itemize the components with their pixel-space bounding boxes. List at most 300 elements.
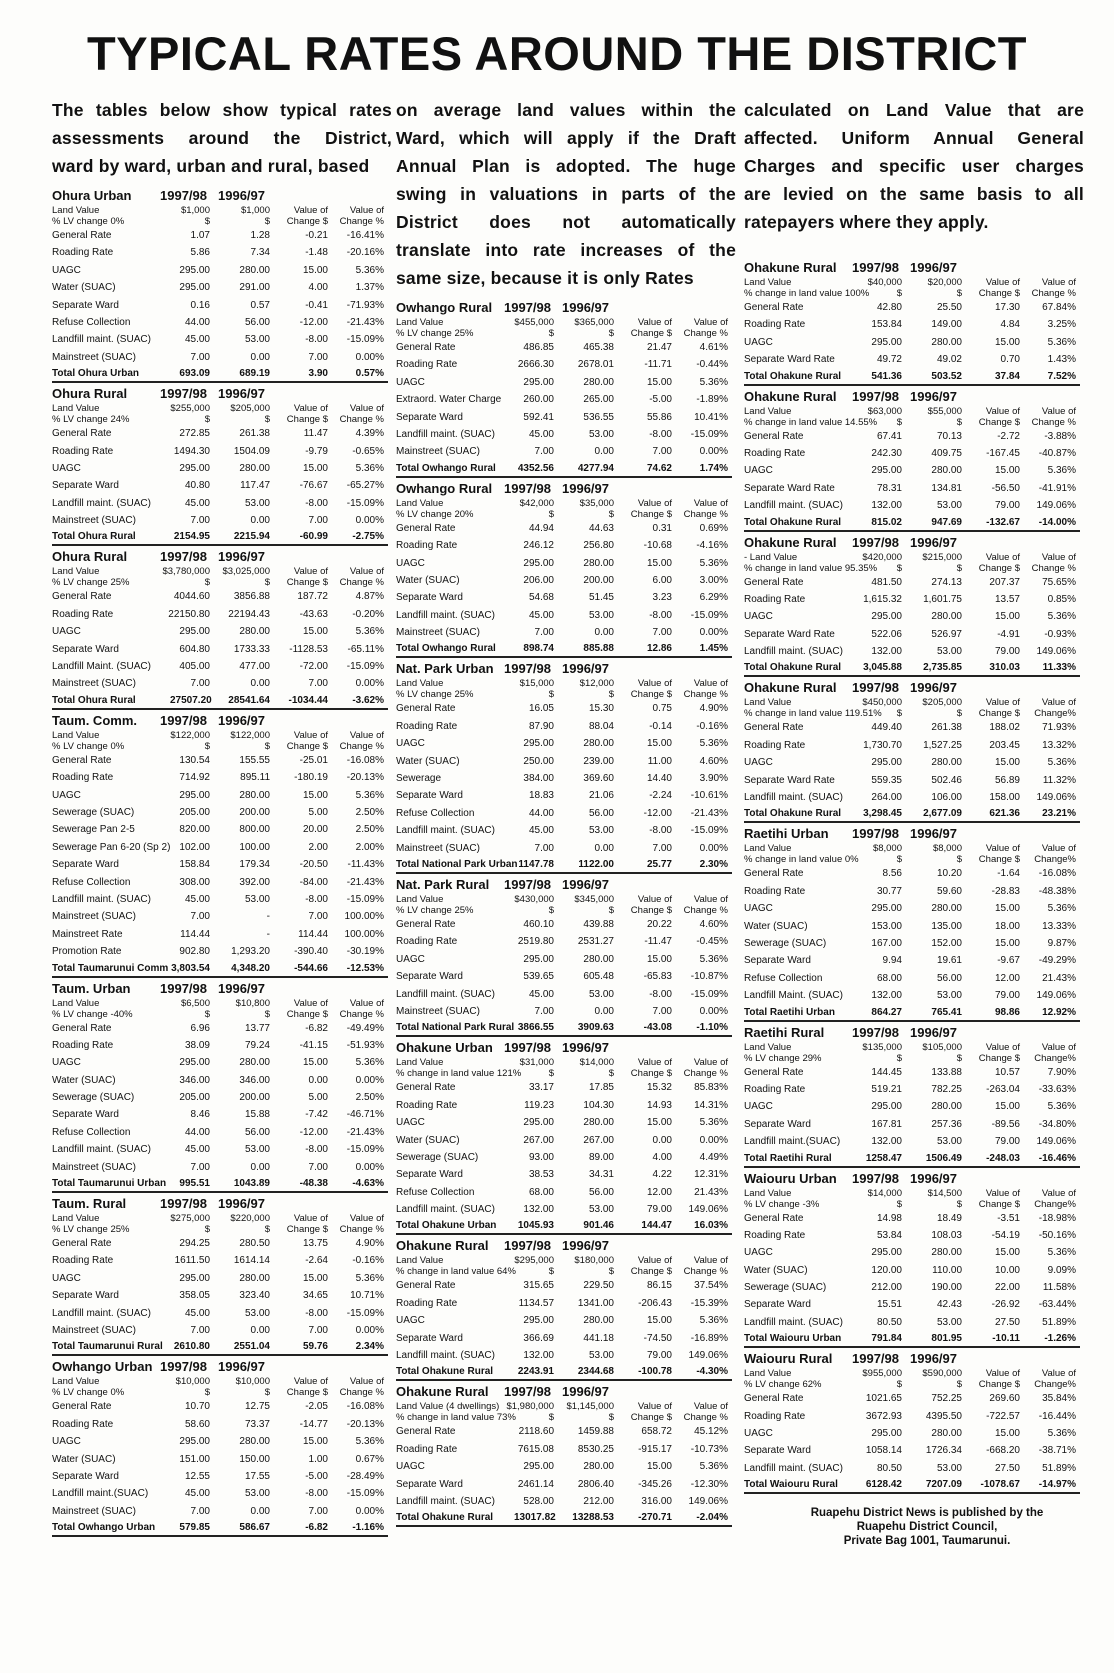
intro-text-line: calculated on Land Value that are (744, 100, 1084, 120)
item-label: Total Ohakune Rural (744, 516, 842, 528)
ward-name: Ohura Urban (52, 188, 132, 203)
value-1996-97: 261.38 (239, 428, 270, 440)
rate-row (52, 874, 388, 891)
value-1997-98: $ (896, 416, 902, 428)
rate-row (52, 477, 388, 494)
value-1997-98: 1021.65 (865, 1393, 902, 1405)
value-1997-98: $1,000 (180, 205, 210, 216)
change-dollars: Change $ (630, 328, 672, 339)
item-label: Roading Rate (52, 247, 114, 259)
change-percent: -46.71% (346, 1109, 384, 1121)
value-1997-98: $955,000 (862, 1368, 902, 1380)
change-dollars: Change $ (978, 416, 1020, 428)
value-1996-97: 901.46 (583, 1220, 614, 1232)
change-percent: 16.03% (694, 1220, 728, 1232)
value-1997-98: 130.54 (179, 754, 210, 766)
value-1997-98: $ (204, 414, 210, 426)
change-dollars: -1.48 (305, 247, 328, 259)
change-dollars: 15.00 (302, 626, 328, 638)
item-label: Refuse Collection (396, 1186, 475, 1198)
change-percent: -30.19% (346, 946, 384, 958)
value-1997-98: 902.80 (179, 946, 210, 958)
value-1996-97: 477.00 (239, 661, 270, 673)
rate-row (396, 1295, 732, 1312)
year-1997-98: 1997/98 (852, 680, 899, 696)
change-dollars: Value of (985, 1187, 1020, 1199)
rates-table (396, 300, 736, 478)
value-1996-97: 59.60 (936, 885, 962, 897)
rate-row (52, 1054, 388, 1071)
value-1997-98: 16.05 (528, 703, 554, 715)
change-percent: Value of (693, 1057, 728, 1069)
item-label: Separate Ward (744, 955, 811, 967)
change-dollars: 658.72 (641, 1426, 672, 1438)
value-1996-97: 465.38 (583, 342, 614, 353)
value-1996-97: 392.00 (239, 876, 270, 888)
value-1996-97: $ (264, 414, 270, 426)
value-1997-98: 295.00 (179, 789, 210, 801)
change-percent: -0.20% (352, 608, 384, 620)
value-1996-97: 53.00 (936, 646, 962, 658)
rate-row (744, 1408, 1080, 1425)
year-1996-97: 1996/97 (562, 661, 609, 677)
item-label: General Rate (396, 918, 456, 930)
change-percent: 149.06% (1036, 990, 1076, 1002)
change-percent: 5.36% (1047, 757, 1076, 769)
value-1997-98: $ (548, 1266, 554, 1278)
lv-change-row (744, 708, 1080, 719)
change-dollars: -1128.53 (289, 643, 328, 655)
change-dollars: Change $ (978, 562, 1020, 574)
change-percent: Value of (1041, 843, 1076, 855)
change-dollars: -60.99 (299, 531, 328, 543)
item-label: Total Taumarunui Urban (52, 1178, 167, 1190)
item-label: % LV change 0% (52, 216, 125, 227)
value-1997-98: 14.98 (876, 1212, 902, 1224)
value-1997-98: 102.00 (179, 841, 210, 853)
intro-text-line: The tables below show typical rates (52, 100, 392, 120)
value-1996-97: 885.88 (583, 643, 614, 655)
total-row (744, 369, 1080, 386)
value-1996-97: 106.00 (931, 792, 962, 804)
change-dollars: 55.86 (646, 411, 672, 423)
change-percent: Change% (1034, 708, 1076, 720)
item-label: Land Value (744, 697, 792, 709)
rates-table (52, 713, 392, 978)
item-label: Landfill Maint. (SUAC) (744, 990, 843, 1002)
value-1997-98: $ (548, 904, 554, 916)
table-header (744, 535, 1080, 552)
value-1997-98: 7.00 (190, 678, 210, 690)
rate-row (52, 1322, 388, 1339)
land-value-row (744, 843, 1080, 854)
total-row (52, 366, 388, 383)
intro-text-line: Charges and specific user charges (744, 156, 1084, 176)
value-1997-98: 15.51 (876, 1299, 902, 1311)
land-value-row (52, 1376, 388, 1387)
change-percent: -1.16% (352, 1522, 384, 1534)
value-1996-97: 149.00 (931, 319, 962, 331)
rate-row (744, 1098, 1080, 1115)
item-label: Separate Ward (52, 1109, 119, 1121)
value-1996-97: 280.00 (931, 611, 962, 623)
rate-row (744, 1227, 1080, 1244)
rate-row (744, 626, 1080, 643)
value-1996-97: 17.55 (244, 1470, 270, 1482)
value-1996-97: $ (956, 708, 962, 720)
year-1996-97: 1996/97 (910, 1351, 957, 1367)
rate-row (744, 1081, 1080, 1098)
change-dollars: -6.82 (305, 1522, 328, 1534)
change-percent: -16.08% (346, 1401, 384, 1413)
value-1996-97: 239.00 (583, 755, 614, 767)
value-1997-98: 205.00 (179, 1092, 210, 1104)
value-1997-98: 38.09 (184, 1039, 210, 1051)
lv-change-row (52, 1387, 388, 1398)
value-1997-98: 384.00 (523, 773, 554, 785)
value-1997-98: 295.00 (523, 953, 554, 965)
year-1997-98: 1997/98 (504, 661, 551, 677)
year-1997-98: 1997/98 (504, 1238, 551, 1254)
change-dollars: -2.72 (997, 430, 1020, 442)
rate-row (744, 1262, 1080, 1279)
value-1996-97: 265.00 (583, 394, 614, 406)
value-1996-97: $ (608, 508, 614, 520)
total-row (396, 857, 732, 874)
change-percent: 13.33% (1042, 920, 1076, 932)
intro-text-line: assessments around the District, (52, 128, 392, 148)
change-dollars: Value of (637, 497, 672, 509)
total-row (744, 1151, 1080, 1168)
change-percent: -0.16% (696, 720, 728, 732)
value-1997-98: 2461.14 (517, 1478, 554, 1490)
lv-change-row (52, 414, 388, 425)
change-dollars: Change $ (630, 1412, 672, 1424)
change-dollars: Change $ (630, 508, 672, 520)
ward-name: Ohura Rural (52, 386, 128, 402)
item-label: Roading Rate (744, 885, 806, 897)
change-dollars: Change $ (978, 288, 1020, 299)
item-label: UAGC (744, 336, 773, 348)
value-1997-98: $450,000 (862, 697, 902, 709)
value-1996-97: 155.55 (239, 754, 270, 766)
change-percent: 51.89% (1042, 1316, 1076, 1328)
item-label: UAGC (744, 1101, 773, 1113)
item-label: General Rate (396, 1082, 456, 1094)
change-percent: -0.93% (1044, 628, 1076, 640)
item-label: Total Ohura Rural (52, 531, 136, 543)
value-1997-98: $275,000 (170, 1213, 210, 1225)
change-dollars: 79.00 (646, 1204, 672, 1216)
rate-row (744, 1064, 1080, 1081)
change-percent: -15.09% (346, 1307, 384, 1319)
change-dollars: -9.79 (305, 445, 328, 457)
value-1997-98: 714.92 (179, 772, 210, 784)
rate-row (52, 926, 388, 943)
rate-row (52, 279, 388, 296)
change-percent: 5.36% (355, 1272, 384, 1284)
change-percent: 5.36% (1047, 465, 1076, 477)
rates-table (744, 1171, 1084, 1349)
value-1997-98: 579.85 (179, 1522, 210, 1534)
change-dollars: 0.70 (1000, 354, 1020, 366)
rate-row (52, 641, 388, 658)
rate-row (396, 1114, 732, 1131)
change-percent: -16.08% (1038, 868, 1076, 880)
value-1996-97: $ (264, 1224, 270, 1236)
change-percent: Value of (1041, 1041, 1076, 1053)
rate-row (52, 227, 388, 244)
value-1996-97: 12.75 (244, 1401, 270, 1413)
value-1997-98: 2666.30 (517, 359, 554, 371)
change-dollars: 14.40 (646, 773, 672, 785)
year-1997-98: 1997/98 (160, 549, 207, 565)
item-label: Total Ohakune Urban (396, 1220, 497, 1232)
item-label: Roading Rate (396, 1297, 458, 1309)
change-percent: 149.06% (688, 1204, 728, 1216)
change-dollars: Value of (293, 205, 328, 216)
value-1996-97: 689.19 (239, 368, 270, 380)
column-2 (396, 96, 736, 1530)
total-row (52, 1520, 388, 1537)
value-1997-98: 519.21 (871, 1083, 902, 1095)
value-1997-98: 295.00 (871, 757, 902, 769)
change-dollars: 11.00 (647, 755, 672, 767)
land-value-row (744, 697, 1080, 708)
item-label: Total Ohakune Rural (396, 1366, 494, 1378)
item-label: General Rate (52, 428, 112, 440)
value-1996-97: 13288.53 (572, 1512, 614, 1524)
land-value-row (52, 730, 388, 741)
change-dollars: 15.00 (302, 264, 328, 276)
value-1997-98: 481.50 (871, 576, 902, 588)
item-label: Sewerage (SUAC) (52, 1092, 135, 1104)
change-percent: -15.09% (690, 428, 728, 440)
total-row (52, 693, 388, 710)
change-percent: 5.36% (699, 1117, 728, 1129)
value-1996-97: 179.34 (239, 859, 270, 871)
value-1997-98: 7.00 (190, 515, 210, 527)
change-dollars: 13.57 (994, 593, 1020, 605)
value-1996-97: 18.49 (936, 1212, 962, 1224)
value-1997-98: 167.00 (871, 937, 902, 949)
value-1996-97: 53.00 (588, 609, 614, 621)
ward-name: Waiouru Rural (744, 1351, 833, 1367)
value-1996-97: $ (608, 328, 614, 339)
value-1997-98: 7.00 (190, 351, 210, 363)
value-1997-98: $ (204, 1224, 210, 1236)
land-value-row (396, 1057, 732, 1068)
item-label: General Rate (52, 754, 112, 766)
rate-row (744, 865, 1080, 882)
value-1997-98: $ (548, 508, 554, 520)
change-percent: -16.89% (690, 1332, 728, 1344)
rate-row (396, 607, 732, 624)
change-dollars: -8.00 (649, 988, 672, 1000)
change-percent: 5.36% (355, 789, 384, 801)
change-percent: Change % (683, 1266, 728, 1278)
rate-row (52, 1305, 388, 1322)
value-1996-97: 135.00 (931, 920, 962, 932)
value-1996-97: 190.00 (931, 1282, 962, 1294)
change-dollars: -544.66 (294, 962, 328, 974)
rates-table (52, 1359, 392, 1537)
change-dollars: -263.04 (986, 1083, 1020, 1095)
value-1997-98: $3,780,000 (162, 566, 210, 578)
change-percent: -38.71% (1038, 1445, 1076, 1457)
value-1997-98: 80.50 (876, 1462, 902, 1474)
rate-row (52, 606, 388, 623)
value-1996-97: 200.00 (583, 574, 614, 586)
rate-row (52, 588, 388, 605)
value-1996-97: 280.50 (239, 1238, 270, 1250)
value-1997-98: 1058.14 (865, 1445, 902, 1457)
value-1997-98: $ (204, 577, 210, 589)
value-1996-97: 88.04 (588, 720, 614, 732)
value-1996-97: 280.00 (239, 264, 270, 276)
item-label: Land Value (744, 1368, 792, 1380)
value-1996-97: 25.50 (936, 302, 962, 313)
item-label: Mainstreet (SUAC) (52, 1324, 136, 1336)
rate-row (396, 426, 732, 443)
value-1996-97: $ (956, 288, 962, 299)
change-percent: 5.36% (1047, 903, 1076, 915)
rate-row (52, 1252, 388, 1269)
change-dollars: 17.30 (994, 302, 1020, 313)
item-label: Land Value (52, 566, 100, 578)
year-1996-97: 1996/97 (218, 188, 265, 203)
item-label: General Rate (744, 1212, 804, 1224)
rate-row (396, 822, 732, 839)
value-1997-98: $1,980,000 (506, 1401, 554, 1413)
value-1997-98: $420,000 (862, 551, 902, 563)
change-percent: -20.16% (346, 247, 384, 259)
rate-row (396, 1277, 732, 1294)
change-dollars: 25.77 (646, 858, 672, 870)
table-header (396, 1238, 732, 1255)
change-percent: 149.06% (1036, 646, 1076, 658)
value-1997-98: 68.00 (528, 1186, 554, 1198)
value-1996-97: $ (264, 740, 270, 752)
value-1996-97: 53.00 (936, 500, 962, 512)
value-1996-97: 274.13 (931, 576, 962, 588)
value-1997-98: 1,615.32 (863, 593, 902, 605)
change-dollars: 15.00 (646, 557, 672, 569)
value-1997-98: $10,000 (175, 1376, 210, 1388)
rates-tables (744, 260, 1084, 1494)
year-1997-98: 1997/98 (852, 826, 899, 842)
change-percent: -10.73% (690, 1443, 728, 1455)
rate-row (52, 1124, 388, 1141)
change-percent: Change % (683, 689, 728, 701)
item-label: General Rate (52, 1238, 112, 1250)
change-percent: Change% (1034, 1052, 1076, 1064)
value-1996-97: 70.13 (936, 430, 962, 442)
item-label: % LV change 25% (396, 904, 474, 916)
value-1997-98: 1,730.70 (863, 739, 902, 751)
rate-row (396, 409, 732, 426)
value-1997-98: $6,500 (180, 997, 210, 1009)
change-percent: 11.32% (1042, 774, 1076, 786)
item-label: Roading Rate (396, 1443, 458, 1455)
value-1996-97: 280.00 (931, 1247, 962, 1259)
rate-row (744, 428, 1080, 445)
value-1997-98: 45.00 (184, 334, 210, 346)
change-percent: 0.00% (355, 1074, 384, 1086)
land-value-row (744, 406, 1080, 417)
change-dollars: -8.00 (305, 1307, 328, 1319)
rate-row (744, 1279, 1080, 1296)
change-dollars: 15.00 (994, 611, 1020, 623)
change-percent: Value of (693, 1255, 728, 1267)
value-1997-98: 10.70 (184, 1401, 210, 1413)
intro-text-line: on average land values within the (396, 100, 736, 120)
value-1997-98: 592.41 (523, 411, 554, 423)
item-label: Land Value (52, 205, 100, 216)
rates-table (396, 877, 736, 1037)
value-1996-97: $ (608, 1068, 614, 1080)
change-dollars: -43.08 (643, 1022, 672, 1034)
total-row (396, 1020, 732, 1037)
item-label: Land Value (52, 1213, 100, 1225)
total-row (52, 1176, 388, 1193)
value-1996-97: 280.00 (583, 953, 614, 965)
change-dollars: 7.00 (308, 1324, 328, 1336)
value-1996-97: 0.00 (594, 1005, 614, 1017)
lv-change-row (52, 577, 388, 588)
item-label: Roading Rate (744, 739, 806, 751)
item-label: General Rate (744, 576, 804, 588)
change-dollars: 7.00 (308, 678, 328, 690)
change-dollars: 15.00 (646, 1315, 672, 1327)
value-1997-98: 820.00 (179, 824, 210, 836)
item-label: UAGC (396, 953, 425, 965)
change-dollars: Value of (637, 1057, 672, 1069)
item-label: Roading Rate (52, 1039, 114, 1051)
value-1997-98: 87.90 (528, 720, 554, 732)
change-dollars: 144.47 (641, 1220, 672, 1232)
change-dollars: -84.00 (299, 876, 328, 888)
change-dollars: 21.47 (646, 342, 672, 353)
value-1996-97: 1341.00 (577, 1297, 614, 1309)
rate-row (396, 589, 732, 606)
intro-text-line: same size, because it is only Rates (396, 268, 694, 288)
value-1997-98: 30.77 (876, 885, 902, 897)
change-percent: -33.63% (1038, 1083, 1076, 1095)
change-percent: Change % (339, 577, 384, 589)
rate-row (396, 1166, 732, 1183)
change-percent: 1.37% (355, 282, 384, 294)
value-1997-98: 132.00 (523, 1350, 554, 1362)
change-percent: -15.09% (690, 988, 728, 1000)
value-1997-98: 12.55 (184, 1470, 210, 1482)
land-value-row (744, 1368, 1080, 1379)
value-1996-97: $ (956, 562, 962, 574)
value-1997-98: 119.23 (524, 1099, 554, 1111)
value-1996-97: 1,527.25 (923, 739, 962, 751)
change-percent: 12.92% (1042, 1006, 1076, 1018)
value-1997-98: $ (896, 562, 902, 574)
rate-row (52, 425, 388, 442)
total-row (396, 461, 732, 478)
item-label: Landfill maint. (SUAC) (52, 334, 151, 346)
change-dollars: -4.91 (997, 628, 1020, 640)
value-1996-97: 7207.09 (925, 1479, 962, 1491)
item-label: % LV change -3% (744, 1198, 820, 1210)
rate-row (52, 943, 388, 960)
value-1997-98: 7.00 (534, 627, 554, 639)
value-1997-98: 295.00 (523, 738, 554, 750)
